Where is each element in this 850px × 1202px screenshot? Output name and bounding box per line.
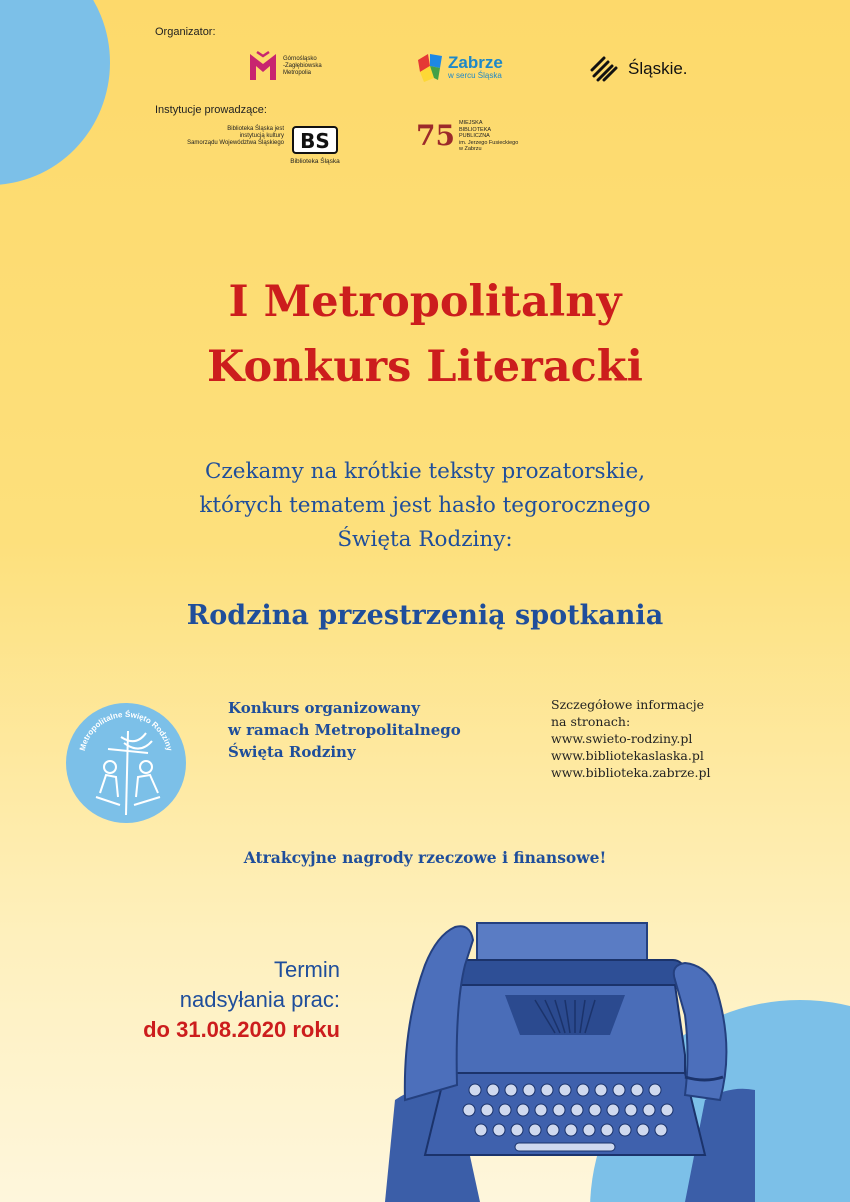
info-line-1: Szczegółowe informacje <box>551 697 705 712</box>
info-link-2[interactable]: www.bibliotekaslaska.pl <box>551 748 704 763</box>
mbp-logo <box>416 120 518 153</box>
mbp-line-2: BIBLIOTEKA <box>458 126 492 133</box>
deadline-line-1: Termin <box>273 957 340 982</box>
bs-monogram-icon <box>292 126 338 154</box>
slaskie-waves-icon <box>590 56 620 82</box>
zabrze-logo <box>416 50 503 84</box>
biblioteka-slaska-logo <box>290 126 340 165</box>
mbp-number: 75 <box>416 119 455 153</box>
intro-line-3: Święta Rodziny: <box>337 527 513 552</box>
organized-line-1: Konkurs organizowany <box>228 699 420 717</box>
deadline-date: do 31.08.2020 roku <box>143 1017 340 1042</box>
slaskie-logo <box>590 56 688 82</box>
metropolia-line-2: -Zagłębiowska <box>283 62 322 69</box>
zabrze-cubes-icon <box>416 50 446 84</box>
decorative-circle-top-left <box>0 0 110 185</box>
typewriter-illustration <box>385 905 755 1202</box>
mbp-line-4: im. Jerzego Fusieckiego <box>458 139 519 146</box>
mbp-line-3: PUBLICZNA <box>458 133 490 139</box>
page-title <box>0 270 850 400</box>
deadline <box>143 955 340 1045</box>
intro-line-2: których tematem jest hasło tegorocznego <box>199 493 651 518</box>
biblioteka-slaska-note <box>172 126 284 147</box>
metropolia-m-icon <box>248 50 278 82</box>
institutions-label: Instytucje prowadzące: <box>155 104 267 116</box>
organized-line-3: Święta Rodziny <box>228 743 356 761</box>
slaskie-name: Śląskie. <box>628 59 688 78</box>
prizes-text: Atrakcyjne nagrody rzeczowe i finansowe! <box>243 848 607 867</box>
info-link-3[interactable]: www.biblioteka.zabrze.pl <box>551 765 711 780</box>
info-link-1[interactable]: www.swieto-rodziny.pl <box>551 731 693 746</box>
organizer-label: Organizator: <box>155 26 216 38</box>
motto: Rodzina przestrzenią spotkania <box>186 600 664 631</box>
zabrze-tagline: w sercu Śląska <box>448 71 502 80</box>
title-line-1: I Metropolitalny <box>228 277 622 327</box>
metropolia-line-1: Górnośląsko <box>283 55 317 62</box>
zabrze-name: Zabrze <box>448 53 503 72</box>
emblem-arc-text: Metropolitalne Święto Rodziny <box>77 709 175 752</box>
intro-text <box>0 455 850 557</box>
bs-note-line-1: Biblioteka Śląska jest <box>227 126 284 132</box>
intro-line-1: Czekamy na krótkie teksty prozatorskie, <box>204 459 646 484</box>
svg-text:BS: BS <box>300 129 330 153</box>
info-block <box>551 696 711 781</box>
bs-note-line-2: instytucją kultury <box>239 133 284 139</box>
organized-line-2: w ramach Metropolitalnego <box>228 721 461 739</box>
metropolia-logo <box>248 50 322 82</box>
organized-text <box>228 697 461 763</box>
bs-note-line-3: Samorządu Województwa Śląskiego <box>187 140 284 146</box>
bs-caption: Biblioteka Śląska <box>290 158 340 165</box>
emblem <box>66 697 186 831</box>
typewriter-hands-icon <box>385 905 755 1202</box>
family-cross-emblem-icon <box>66 697 186 827</box>
mbp-line-1: MIEJSKA <box>458 120 483 126</box>
title-line-2: Konkurs Literacki <box>207 342 643 392</box>
deadline-line-2: nadsyłania prac: <box>179 987 340 1012</box>
mbp-line-5: w Zabrzu <box>458 146 482 152</box>
metropolia-line-3: Metropolia <box>283 69 312 76</box>
info-line-2: na stronach: <box>551 714 631 729</box>
